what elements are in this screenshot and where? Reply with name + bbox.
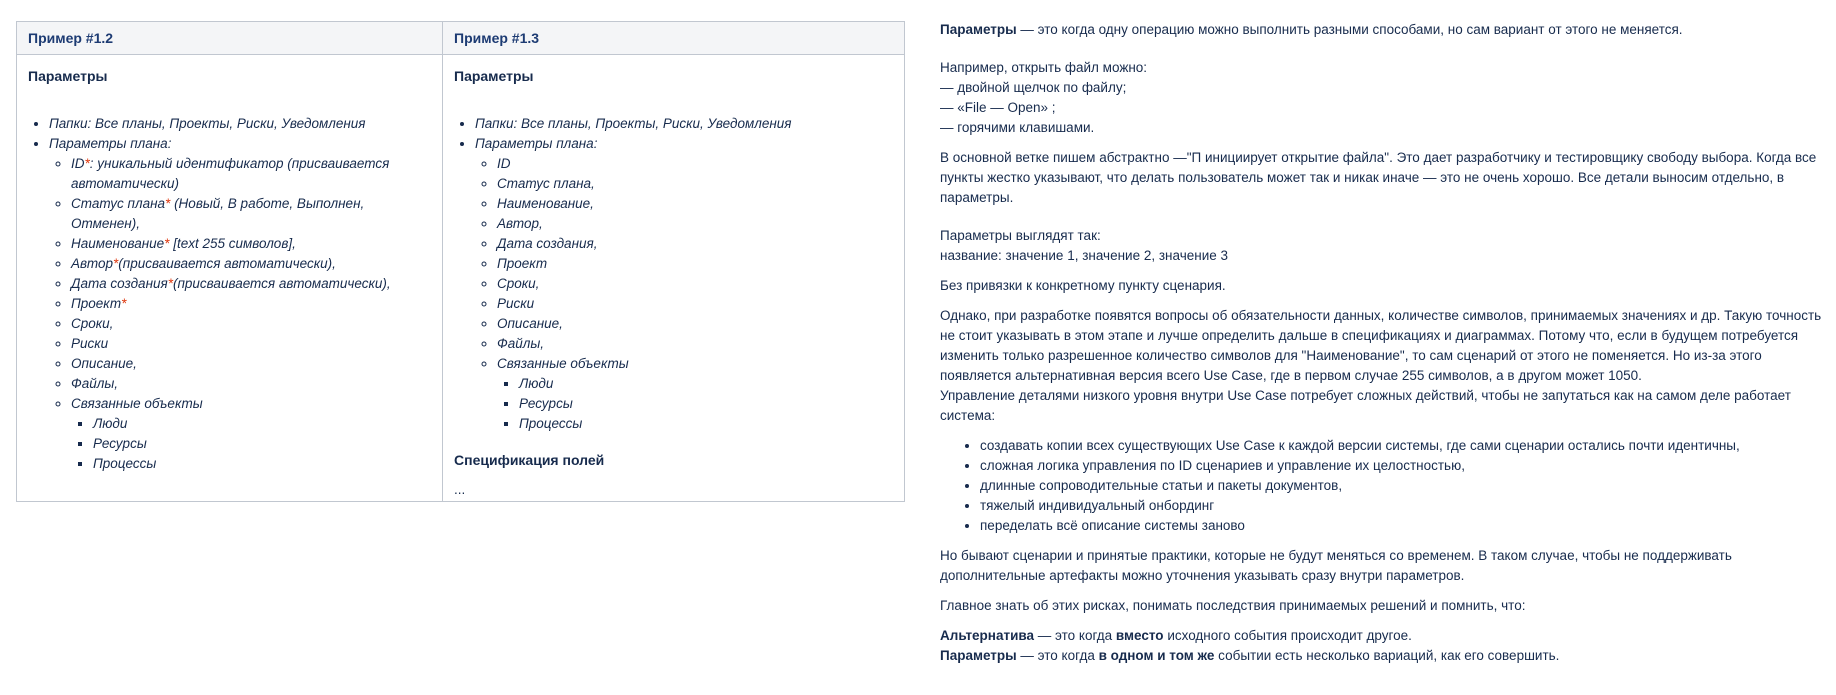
field-name: ID bbox=[71, 156, 85, 171]
list-item: ◦ Сроки, bbox=[497, 274, 893, 294]
list-item bbox=[71, 294, 431, 314]
list-item: ▪ Процессы bbox=[519, 414, 893, 434]
field-desc: (присваивается автоматически), bbox=[172, 276, 391, 291]
list-item bbox=[71, 154, 431, 194]
required-mark: * bbox=[164, 236, 170, 251]
list-item: • Папки: Все планы, Проекты, Риски, Уведомления bbox=[49, 114, 431, 134]
list-item: ▪ Люди bbox=[519, 374, 893, 394]
list-item bbox=[49, 134, 431, 474]
required-mark: * bbox=[84, 156, 90, 171]
paragraph-text: — это когда bbox=[1034, 628, 1116, 643]
table-column-example-1-2 bbox=[17, 22, 443, 501]
list-item: • тяжелый индивидуальный онбординг bbox=[980, 496, 1825, 516]
required-mark: * bbox=[113, 256, 119, 271]
paragraph: В основной ветке пишем абстрактно —"П инициирует открытие файла". Это дает разработчику и тестировщику свободу выбора. Когда все пункты жестко указывают, что делать пользователь может так и никак иначе — это не очень хорошо. Все детали выносим отдельно, в параметры. bbox=[940, 150, 1817, 205]
list-item: ◦ Описание, bbox=[497, 314, 893, 334]
column-header: Пример #1.3 bbox=[443, 22, 904, 55]
nested-list bbox=[71, 414, 431, 474]
required-mark: * bbox=[121, 296, 127, 311]
list-item: ▪ Ресурсы bbox=[519, 394, 893, 414]
bullet-list bbox=[28, 114, 431, 474]
paragraph bbox=[940, 20, 1825, 40]
list-item: ◦ Проект bbox=[497, 254, 893, 274]
nested-list bbox=[49, 154, 431, 474]
list-item: ◦ ID bbox=[497, 154, 893, 174]
list-item: • сложная логика управления по ID сценариев и управление их целостностью, bbox=[980, 456, 1825, 476]
list-item bbox=[475, 134, 893, 434]
paragraph bbox=[940, 58, 1825, 138]
paragraph: Но бывают сценарии и принятые практики, которые не будут меняться со временем. В таком случае, чтобы не поддерживать дополнительные артефакты можно уточнения указывать сразу внутри параметров. bbox=[940, 548, 1732, 583]
emphasis-bold: в одном и том же bbox=[1098, 648, 1215, 663]
list-item: ◦ Риски bbox=[497, 294, 893, 314]
required-mark: * bbox=[167, 276, 173, 291]
field-desc: [text 255 символов], bbox=[169, 236, 296, 251]
paragraph: Без привязки к конкретному пункту сценария. bbox=[940, 278, 1226, 293]
list-item: ◦ Сроки, bbox=[71, 314, 431, 334]
section-title: Параметры bbox=[454, 68, 534, 84]
article-text bbox=[940, 20, 1825, 676]
required-mark: * bbox=[165, 196, 171, 211]
list-item bbox=[71, 394, 431, 474]
field-name: Автор bbox=[71, 256, 114, 271]
field-name: Статус плана bbox=[71, 196, 166, 211]
term-bold: Альтернатива bbox=[940, 628, 1035, 643]
table-column-example-1-3 bbox=[443, 22, 904, 501]
list-item: ▪ Люди bbox=[93, 414, 431, 434]
paragraph-text: исходного события происходит другое. bbox=[1163, 628, 1412, 643]
list-item: • создавать копии всех существующих Use Case к каждой версии системы, где сами сценарии остались почти идентичны, bbox=[980, 436, 1825, 456]
table-cell bbox=[17, 55, 442, 474]
bullet-list bbox=[454, 114, 893, 434]
field-name: Наименование bbox=[71, 236, 165, 251]
line: — двойной щелчок по файлу; bbox=[940, 80, 1127, 95]
list-item-label: Связанные объекты bbox=[71, 396, 203, 411]
paragraph-text: событии есть несколько вариаций, как его совершить. bbox=[1214, 648, 1560, 663]
list-item bbox=[71, 234, 431, 254]
paragraph-text: — это когда одну операцию можно выполнить разными способами, но сам вариант от этого не меняется. bbox=[1016, 22, 1683, 37]
field-desc: (присваивается автоматически), bbox=[118, 256, 336, 271]
paragraph: Главное знать об этих рисках, понимать последствия принимаемых решений и помнить, что: bbox=[940, 598, 1526, 613]
line: Например, открыть файл можно: bbox=[940, 60, 1148, 75]
paragraph-text: — это когда bbox=[1016, 648, 1099, 663]
paragraph: Однако, при разработке появятся вопросы об обязательности данных, количестве символов, принимаемых значениях и др. Такую точность не стоит указывать в этом этапе и лучше определить дальше в спецификациях и диаграммах. Потому что, если в будущем потребуется изменить только разрешенное количество символов для "Наименование", то сам сценарий от этого не поменяется. Но из-за этого появляется альтернативная версия всего Use Case, где в первом случае 255 символов, а в другом может 1050. bbox=[940, 308, 1822, 383]
field-name: Дата создания bbox=[71, 276, 168, 291]
list-item bbox=[71, 254, 431, 274]
list-item: ◦ Дата создания, bbox=[497, 234, 893, 254]
line: — горячими клавишами. bbox=[940, 120, 1095, 135]
line: название: значение 1, значение 2, значение 3 bbox=[940, 248, 1229, 263]
list-item: • Папки: Все планы, Проекты, Риски, Уведомления bbox=[475, 114, 893, 134]
risks-list bbox=[940, 436, 1825, 536]
list-item: ▪ Процессы bbox=[93, 454, 431, 474]
field-desc: (Новый, В работе, Выполнен, Отменен), bbox=[71, 196, 365, 231]
list-item-label: Связанные объекты bbox=[497, 356, 629, 371]
list-item bbox=[71, 194, 431, 234]
emphasis-bold: вместо bbox=[1115, 628, 1164, 643]
list-item: • длинные сопроводительные статьи и пакеты документов, bbox=[980, 476, 1825, 496]
line: Параметры выглядят так: bbox=[940, 228, 1101, 243]
list-item: ◦ Файлы, bbox=[71, 374, 431, 394]
paragraph: Управление деталями низкого уровня внутри Use Case потребует сложных действий, чтобы не запутаться как на самом деле работает система: bbox=[940, 388, 1791, 423]
term-bold: Параметры bbox=[940, 22, 1017, 37]
list-item bbox=[497, 354, 893, 434]
nested-list bbox=[475, 154, 893, 434]
list-item bbox=[71, 274, 431, 294]
nested-list bbox=[497, 374, 893, 434]
term-bold: Параметры bbox=[940, 648, 1017, 663]
examples-table bbox=[16, 21, 905, 502]
table-cell bbox=[443, 55, 904, 500]
list-item: ▪ Ресурсы bbox=[93, 434, 431, 454]
spec-title: Спецификация полей bbox=[454, 452, 605, 468]
column-header: Пример #1.2 bbox=[17, 22, 442, 55]
list-item: ◦ Статус плана, bbox=[497, 174, 893, 194]
field-desc: : уникальный идентификатор (присваивается автоматически) bbox=[71, 156, 390, 191]
field-name: Проект bbox=[71, 296, 122, 311]
section-title: Параметры bbox=[28, 68, 108, 84]
list-item-label: Параметры плана: bbox=[475, 136, 598, 151]
list-item: ◦ Риски bbox=[71, 334, 431, 354]
list-item: • переделать всё описание системы заново bbox=[980, 516, 1825, 536]
list-item: ◦ Наименование, bbox=[497, 194, 893, 214]
list-item-label: Параметры плана: bbox=[49, 136, 172, 151]
list-item: ◦ Файлы, bbox=[497, 334, 893, 354]
list-item: ◦ Автор, bbox=[497, 214, 893, 234]
line: — «File — Open» ; bbox=[940, 100, 1056, 115]
paragraph bbox=[940, 226, 1825, 266]
list-item: ◦ Описание, bbox=[71, 354, 431, 374]
paragraph bbox=[940, 626, 1825, 666]
ellipsis: ... bbox=[454, 482, 466, 497]
